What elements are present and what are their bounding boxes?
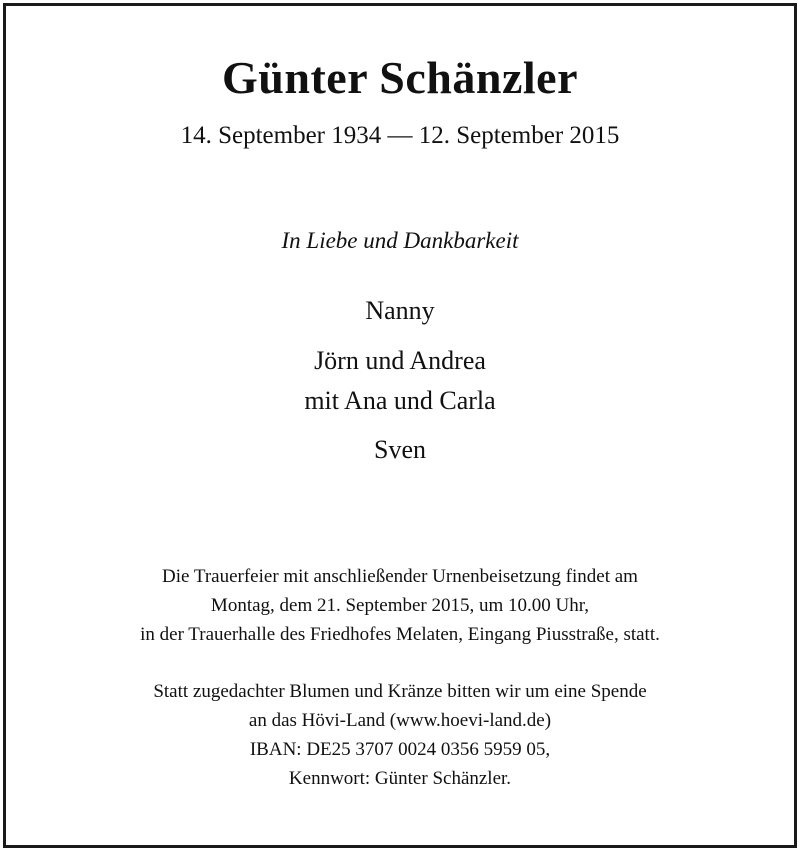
ceremony-text: Montag, dem 21. September 2015, um 10.00 Uhr, (210, 595, 590, 616)
donation-keyword: Kennwort: Günter Schänzler. (288, 768, 512, 789)
dedication-line: In Liebe und Dankbarkeit (281, 228, 519, 253)
donation-text: Statt zugedachter Blumen und Kränze bitten wir um eine Spende (153, 681, 647, 702)
mourner-name: Jörn und Andrea (314, 346, 486, 375)
ceremony-text: Die Trauerfeier mit anschließender Urnenbeisetzung findet am (162, 566, 638, 587)
life-dates: 14. September 1934 — 12. September 2015 (180, 122, 620, 149)
mourner-name: Sven (374, 435, 426, 464)
iban-text: IBAN: DE25 3707 0024 0356 5959 05, (249, 739, 551, 760)
donation-text: an das Hövi-Land (www.hoevi-land.de) (248, 710, 552, 731)
ceremony-text: in der Trauerhalle des Friedhofes Melaten, Eingang Piusstraße, statt. (140, 624, 660, 645)
mourner-name: Nanny (365, 296, 435, 325)
deceased-name: Günter Schänzler (222, 52, 578, 103)
mourner-name: mit Ana und Carla (304, 386, 496, 415)
